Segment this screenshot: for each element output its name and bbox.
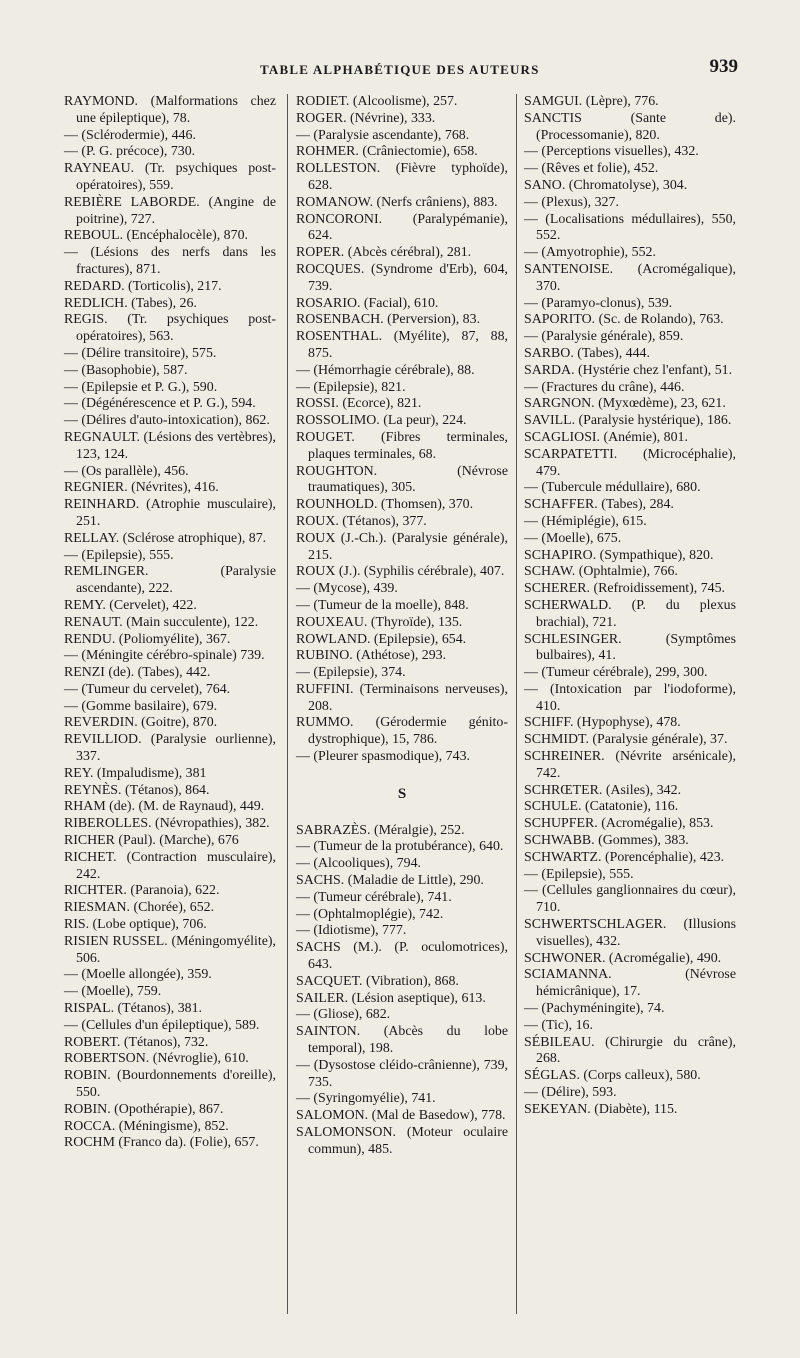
index-entry: REINHARD. (Atrophie musculaire), 251. xyxy=(64,497,276,529)
index-entry: RICHET. (Contraction musculaire), 242. xyxy=(64,849,276,882)
index-entry: RICHER (Paul). (Marche), 676 xyxy=(64,833,239,849)
index-entry: SAMGUI. (Lèpre), 776. xyxy=(524,94,659,109)
index-entry: SACQUET. (Vibration), 868. xyxy=(296,973,459,989)
index-entry: — (Lésions des nerfs dans les fractures), 871. xyxy=(64,245,276,277)
index-entry: ROUGHTON. (Névrose traumatiques), 305. xyxy=(296,463,508,496)
index-entry: RUBINO. (Athétose), 293. xyxy=(296,648,447,664)
index-entry: SCHULE. (Catatonie), 116. xyxy=(524,799,679,815)
index-entry: SCHMIDT. (Paralysie générale), 37. xyxy=(524,732,728,748)
index-entry: REYNÈS. (Tétanos), 864. xyxy=(64,782,210,798)
index-entry: ROCQUES. (Syndrome d'Erb), 604, 739. xyxy=(296,261,508,294)
index-entry: — (Cellules d'un épileptique), 589. xyxy=(64,1017,260,1033)
index-entry: SALOMON. (Mal de Basedow), 778. xyxy=(296,1108,506,1124)
index-entry: SCHUPFER. (Acromégalie), 853. xyxy=(524,816,714,832)
index-entry: ROMANOW. (Nerfs crâniens), 883. xyxy=(296,194,498,210)
index-entry: — (Tumeur cérébrale), 299, 300. xyxy=(524,665,708,681)
index-entry: REGNIER. (Névrites), 416. xyxy=(64,480,219,496)
index-entry: ROUX. (Tétanos), 377. xyxy=(296,513,427,529)
index-entry: ROSSI. (Ecorce), 821. xyxy=(296,396,422,412)
column-divider xyxy=(287,94,288,1314)
index-entry: SALOMONSON. (Moteur oculaire commun), 485. xyxy=(296,1125,508,1157)
index-entry: RENZI (de). (Tabes), 442. xyxy=(64,665,211,681)
index-entry: — (Moelle), 675. xyxy=(524,530,622,546)
index-entry: — (Tic), 16. xyxy=(524,1017,593,1033)
index-entry: RUFFINI. (Terminaisons nerveuses), 208. xyxy=(296,681,508,714)
index-entry: REGNAULT. (Lésions des vertèbres), 123, 124. xyxy=(64,429,276,462)
index-entry: — (Méningite cérébro-spinale) 739. xyxy=(64,648,265,664)
index-entry: SCARPATETTI. (Microcéphalie), 479. xyxy=(524,446,736,479)
index-entry: — (Syringomyélie), 741. xyxy=(296,1091,436,1107)
index-entry: REMY. (Cervelet), 422. xyxy=(64,597,197,613)
index-entry: ROUX (J.). (Syphilis cérébrale), 407. xyxy=(296,564,505,580)
index-entry: SANCTIS (Sante de). (Processomanie), 820. xyxy=(524,110,736,143)
index-entry: SCHERER. (Refroidissement), 745. xyxy=(524,581,726,597)
index-entry: SAPORITO. (Sc. de Rolando), 763. xyxy=(524,312,724,328)
index-entry: REY. (Impaludisme), 381 xyxy=(64,765,207,781)
index-entry: — (P. G. précoce), 730. xyxy=(64,144,196,160)
index-entry: RENDU. (Poliomyélite), 367. xyxy=(64,631,231,647)
index-entry: REDARD. (Torticolis), 217. xyxy=(64,278,222,294)
index-entry: ROPER. (Abcès cérébral), 281. xyxy=(296,245,472,261)
index-entry: SACHS. (Maladie de Little), 290. xyxy=(296,873,484,889)
index-entry: ROBIN. (Opothérapie), 867. xyxy=(64,1101,224,1117)
section-letter: S xyxy=(397,785,407,802)
index-entry: — (Amyotrophie), 552. xyxy=(524,245,656,261)
index-entry: — (Sclérodermie), 446. xyxy=(64,127,196,143)
index-entry: ROUNHOLD. (Thomsen), 370. xyxy=(296,497,474,513)
index-entry: — (Pleurer spasmodique), 743. xyxy=(296,749,470,765)
index-entry: — (Délire transitoire), 575. xyxy=(64,345,217,361)
index-entry: REVERDIN. (Goitre), 870. xyxy=(64,715,218,731)
index-entry: ROBERT. (Tétanos), 732. xyxy=(64,1034,209,1050)
index-entry: — (Perceptions visuelles), 432. xyxy=(524,144,699,160)
index-entry: SARGNON. (Myxœdème), 23, 621. xyxy=(524,396,726,412)
index-entry: REBIÈRE LABORDE. (Angine de poitrine), 727. xyxy=(64,194,276,227)
index-entry: — (Tumeur du cervelet), 764. xyxy=(64,681,231,697)
index-entry: REGIS. (Tr. psychiques post-opératoires), 563. xyxy=(64,312,276,345)
column-divider xyxy=(516,94,517,1314)
index-entry: RUMMO. (Gérodermie génito-dystrophique), 15, 786. xyxy=(296,715,508,748)
index-entry: SCHLESINGER. (Symptômes bulbaires), 41. xyxy=(524,631,736,664)
index-entry: REMLINGER. (Paralysie ascendante), 222. xyxy=(64,564,276,597)
index-entry: — (Epilepsie), 555. xyxy=(64,547,174,563)
index-entry: — (Fractures du crâne), 446. xyxy=(524,379,685,395)
index-entry: — (Dysostose cléido-crânienne), 739, 735. xyxy=(296,1057,508,1090)
index-entry: RENAUT. (Main succulente), 122. xyxy=(64,614,259,630)
index-entry: — (Os parallèle), 456. xyxy=(64,463,189,479)
index-entry: ROSSOLIMO. (La peur), 224. xyxy=(296,413,467,429)
index-entry: SCHAFFER. (Tabes), 284. xyxy=(524,497,674,513)
index-entry: ROBERTSON. (Névroglie), 610. xyxy=(64,1051,249,1067)
index-entry: ROUGET. (Fibres terminales, plaques terminales, 68. xyxy=(296,429,508,462)
index-entry: — (Epilepsie), 374. xyxy=(296,665,406,681)
index-entry: — (Gomme basilaire), 679. xyxy=(64,698,218,714)
index-entry: ROWLAND. (Epilepsie), 654. xyxy=(296,631,467,647)
index-entry: SACHS (M.). (P. oculomotrices), 643. xyxy=(296,940,508,973)
index-entry: — (Gliose), 682. xyxy=(296,1007,391,1023)
index-entry: RISIEN RUSSEL. (Méningomyélite), 506. xyxy=(64,933,276,966)
index-entry: SARBO. (Tabes), 444. xyxy=(524,345,650,361)
index-entry: SÉGLAS. (Corps calleux), 580. xyxy=(524,1068,701,1084)
index-entry: ROCHM (Franco da). (Folie), 657. xyxy=(64,1135,259,1151)
index-entry: RELLAY. (Sclérose atrophique), 87. xyxy=(64,530,267,546)
index-entry: — (Hémorrhagie cérébrale), 88. xyxy=(296,362,475,378)
index-entry: — (Tubercule médullaire), 680. xyxy=(524,480,701,496)
index-entry: — (Alcooliques), 794. xyxy=(296,856,421,872)
index-entry: SCHRŒTER. (Asiles), 342. xyxy=(524,782,682,798)
index-column-3 xyxy=(524,94,736,1119)
index-entry: ROLLESTON. (Fièvre typhoïde), 628. xyxy=(296,161,508,193)
index-entry: SAVILL. (Paralysie hystérique), 186. xyxy=(524,413,732,429)
index-entry: SANO. (Chromatolyse), 304. xyxy=(524,177,688,193)
index-entry: SCAGLIOSI. (Anémie), 801. xyxy=(524,429,688,445)
index-entry: SABRAZÈS. (Méralgie), 252. xyxy=(296,822,465,838)
index-entry: — (Moelle), 759. xyxy=(64,984,162,1000)
index-entry: RIS. (Lobe optique), 706. xyxy=(64,917,207,933)
index-entry: SCHWABB. (Gommes), 383. xyxy=(524,833,689,849)
index-entry: — (Hémiplégie), 615. xyxy=(524,513,647,529)
page-title: TABLE ALPHABÉTIQUE DES AUTEURS xyxy=(260,62,540,77)
index-entry: — (Dégénérescence et P. G.), 594. xyxy=(64,396,256,412)
index-entry: — (Paralysie générale), 859. xyxy=(524,329,684,345)
index-entry: REVILLIOD. (Paralysie ourlienne), 337. xyxy=(64,732,276,765)
index-entry: SAILER. (Lésion aseptique), 613. xyxy=(296,990,486,1006)
index-entry: — (Plexus), 327. xyxy=(524,194,619,210)
index-entry: — (Moelle allongée), 359. xyxy=(64,967,212,983)
index-entry: ROSENBACH. (Perversion), 83. xyxy=(296,312,481,328)
index-entry: — (Ophtalmoplégie), 742. xyxy=(296,906,444,922)
index-entry: — (Pachyméningite), 74. xyxy=(524,1001,665,1017)
index-entry: — (Mycose), 439. xyxy=(296,581,398,597)
index-entry: — (Paralysie ascendante), 768. xyxy=(296,127,470,143)
index-entry: — (Intoxication par l'iodoforme), 410. xyxy=(524,681,736,714)
index-entry: ROBIN. (Bourdonnements d'oreille), 550. xyxy=(64,1068,276,1101)
index-entry: — (Epilepsie), 555. xyxy=(524,866,634,882)
index-entry: SCIAMANNA. (Névrose hémicrânique), 17. xyxy=(524,967,736,1000)
index-entry: ROSARIO. (Facial), 610. xyxy=(296,295,439,311)
index-entry: SCHWERTSCHLAGER. (Illusions visuelles), 432. xyxy=(524,917,736,949)
index-entry: — (Idiotisme), 777. xyxy=(296,923,407,939)
index-entry: SÉBILEAU. (Chirurgie du crâne), 268. xyxy=(524,1034,736,1067)
index-entry: SARDA. (Hystérie chez l'enfant), 51. xyxy=(524,362,733,378)
index-entry: — (Basophobie), 587. xyxy=(64,362,188,378)
index-entry: RAYNEAU. (Tr. psychiques post-opératoires), 559. xyxy=(64,161,276,193)
index-entry: — (Rêves et folie), 452. xyxy=(524,161,659,177)
index-entry: SANTENOISE. (Acromégalique), 370. xyxy=(524,261,736,294)
index-entry: SEKEYAN. (Diabète), 115. xyxy=(524,1101,678,1117)
index-entry: ROHMER. (Crâniectomie), 658. xyxy=(296,144,478,160)
index-entry: — (Cellules ganglionnaires du cœur), 710. xyxy=(524,883,736,916)
index-entry: SCHAPIRO. (Sympathique), 820. xyxy=(524,547,714,563)
index-entry: SCHREINER. (Névrite arsénicale), 742. xyxy=(524,749,736,781)
index-entry: — (Tumeur de la protubérance), 640. xyxy=(296,839,504,855)
index-entry: — (Epilepsie), 821. xyxy=(296,379,406,395)
index-entry: — (Délire), 593. xyxy=(524,1085,617,1101)
index-entry: SAINTON. (Abcès du lobe temporal), 198. xyxy=(296,1024,508,1057)
index-entry: — (Paramyo-clonus), 539. xyxy=(524,295,673,311)
index-entry: ROGER. (Névrine), 333. xyxy=(296,110,436,126)
index-entry: — (Délires d'auto-intoxication), 862. xyxy=(64,413,270,429)
index-entry: — (Tumeur de la moelle), 848. xyxy=(296,597,469,613)
index-entry: REDLICH. (Tabes), 26. xyxy=(64,295,197,311)
index-entry: ROSENTHAL. (Myélite), 87, 88, 875. xyxy=(296,329,508,361)
index-entry: SCHIFF. (Hypophyse), 478. xyxy=(524,715,681,731)
index-entry: — (Localisations médullaires), 550, 552. xyxy=(524,211,736,244)
index-column-1 xyxy=(64,94,276,1152)
index-entry: RODIET. (Alcoolisme), 257. xyxy=(296,94,458,109)
index-entry: RAYMOND. (Malformations chez une épileptique), 78. xyxy=(64,94,276,126)
index-entry: ROUXEAU. (Thyroïde), 135. xyxy=(296,614,463,630)
index-entry: — (Tumeur cérébrale), 741. xyxy=(296,889,452,905)
index-entry: SCHWONER. (Acromégalie), 490. xyxy=(524,950,722,966)
index-entry: RIESMAN. (Chorée), 652. xyxy=(64,900,215,916)
running-header xyxy=(250,54,738,90)
index-entry: RHAM (de). (M. de Raynaud), 449. xyxy=(64,799,265,815)
index-entry: RIBEROLLES. (Névropathies), 382. xyxy=(64,816,270,832)
index-entry: SCHERWALD. (P. du plexus brachial), 721. xyxy=(524,597,736,630)
index-entry: RICHTER. (Paranoia), 622. xyxy=(64,883,220,899)
index-entry: SCHWARTZ. (Porencéphalie), 423. xyxy=(524,849,725,865)
index-entry: RISPAL. (Tétanos), 381. xyxy=(64,1001,203,1017)
index-entry: ROCCA. (Méningisme), 852. xyxy=(64,1118,229,1134)
index-column-2 xyxy=(296,94,508,1159)
index-entry: SCHAW. (Ophtalmie), 766. xyxy=(524,564,678,580)
index-entry: REBOUL. (Encéphalocèle), 870. xyxy=(64,228,248,244)
page-number: 939 xyxy=(709,56,738,77)
index-entry: RONCORONI. (Paralypémanie), 624. xyxy=(296,211,508,244)
index-entry: — (Epilepsie et P. G.), 590. xyxy=(64,379,218,395)
index-entry: ROUX (J.-Ch.). (Paralysie générale), 215. xyxy=(296,530,508,563)
